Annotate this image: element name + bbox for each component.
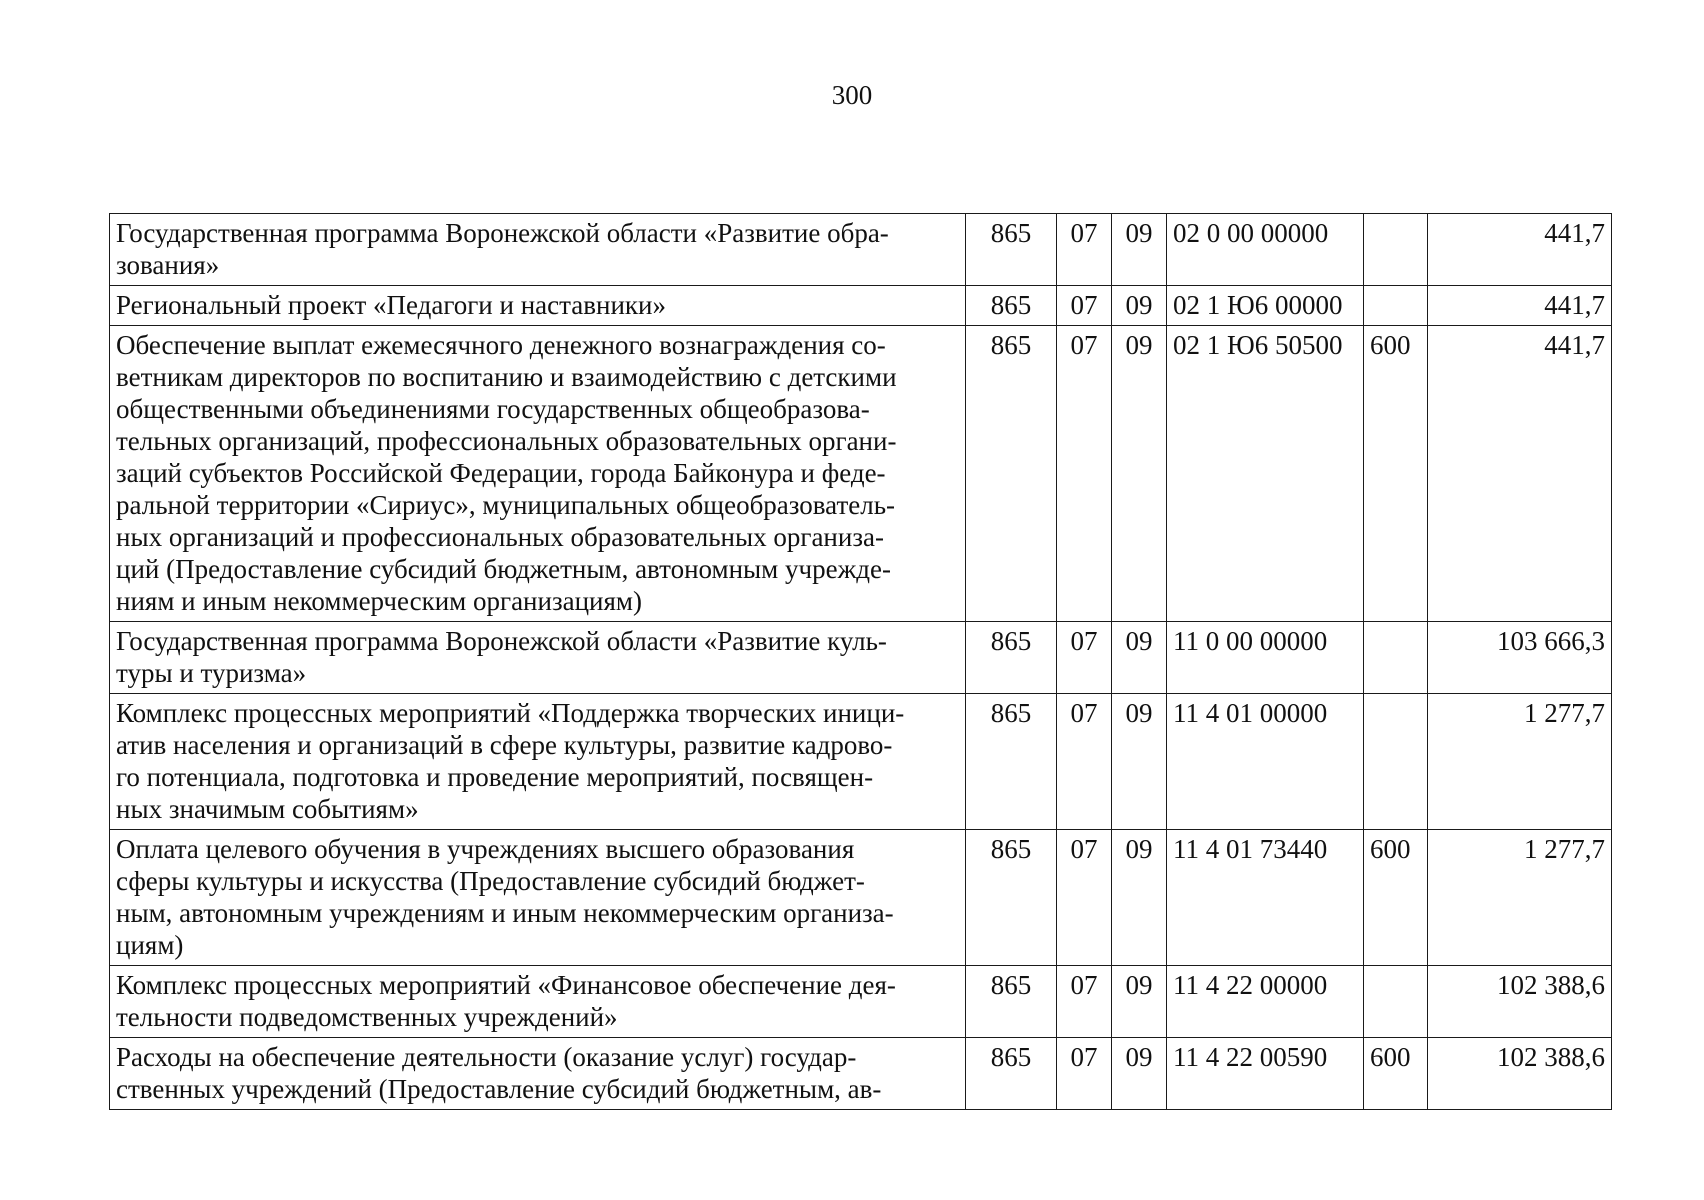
table-row — [110, 326, 1612, 622]
expense-type-code-cell: 600 — [1364, 1038, 1428, 1110]
amount-cell: 1 277,7 — [1428, 830, 1612, 966]
subsection-code-cell: 09 — [1112, 966, 1167, 1038]
section-code-cell: 07 — [1057, 966, 1112, 1038]
amount-cell: 441,7 — [1428, 214, 1612, 286]
section-code-cell: 07 — [1057, 286, 1112, 326]
item-name-line: Государственная программа Воронежской области «Развитие обра- — [116, 218, 889, 248]
section-code-cell: 07 — [1057, 622, 1112, 694]
item-name-cell — [110, 830, 966, 966]
target-article-code-cell: 02 1 Ю6 50500 — [1167, 326, 1364, 622]
target-article-code-cell: 11 4 22 00000 — [1167, 966, 1364, 1038]
expense-type-code-cell: 600 — [1364, 326, 1428, 622]
expense-type-code-cell: 600 — [1364, 830, 1428, 966]
item-name-line: Комплекс процессных мероприятий «Поддержка творческих иници- — [116, 698, 905, 728]
item-name-line: сферы культуры и искусства (Предоставление субсидий бюджет- — [116, 866, 865, 896]
amount-cell: 441,7 — [1428, 326, 1612, 622]
table-row — [110, 214, 1612, 286]
item-name-line: ных значимым событиям» — [116, 794, 419, 824]
department-code-cell: 865 — [966, 326, 1057, 622]
target-article-code-cell: 02 1 Ю6 00000 — [1167, 286, 1364, 326]
section-code-cell: 07 — [1057, 830, 1112, 966]
item-name-line: ниям и иным некоммерческим организациям) — [116, 586, 642, 616]
item-name-line: ральной территории «Сириус», муниципальных общеобразователь- — [116, 490, 896, 520]
item-name-line: общественными объединениями государственных общеобразова- — [116, 394, 870, 424]
item-name-line: Региональный проект «Педагоги и наставники» — [116, 290, 666, 320]
item-name-cell — [110, 326, 966, 622]
section-code-cell: 07 — [1057, 326, 1112, 622]
table-row — [110, 286, 1612, 326]
section-code-cell: 07 — [1057, 214, 1112, 286]
department-code-cell: 865 — [966, 830, 1057, 966]
subsection-code-cell: 09 — [1112, 214, 1167, 286]
item-name-line: тельных организаций, профессиональных образовательных органи- — [116, 426, 897, 456]
item-name-line: атив населения и организаций в сфере культуры, развитие кадрово- — [116, 730, 893, 760]
section-code-cell: 07 — [1057, 694, 1112, 830]
item-name-line: Расходы на обеспечение деятельности (оказание услуг) государ- — [116, 1042, 857, 1072]
budget-table — [109, 213, 1612, 1110]
item-name-line: зования» — [116, 250, 220, 280]
department-code-cell: 865 — [966, 966, 1057, 1038]
subsection-code-cell: 09 — [1112, 622, 1167, 694]
expense-type-code-cell — [1364, 694, 1428, 830]
subsection-code-cell: 09 — [1112, 830, 1167, 966]
target-article-code-cell: 11 4 01 73440 — [1167, 830, 1364, 966]
table-row — [110, 1038, 1612, 1110]
item-name-cell — [110, 1038, 966, 1110]
item-name-line: заций субъектов Российской Федерации, города Байконура и феде- — [116, 458, 886, 488]
item-name-line: циям) — [116, 930, 184, 960]
subsection-code-cell: 09 — [1112, 286, 1167, 326]
item-name-line: ций (Предоставление субсидий бюджетным, автономным учрежде- — [116, 554, 891, 584]
amount-cell: 441,7 — [1428, 286, 1612, 326]
expense-type-code-cell — [1364, 214, 1428, 286]
table-row — [110, 622, 1612, 694]
item-name-cell — [110, 286, 966, 326]
item-name-cell — [110, 694, 966, 830]
expense-type-code-cell — [1364, 286, 1428, 326]
table-row — [110, 830, 1612, 966]
department-code-cell: 865 — [966, 286, 1057, 326]
item-name-line: Обеспечение выплат ежемесячного денежного вознаграждения со- — [116, 330, 886, 360]
item-name-line: тельности подведомственных учреждений» — [116, 1002, 618, 1032]
department-code-cell: 865 — [966, 1038, 1057, 1110]
item-name-cell — [110, 966, 966, 1038]
department-code-cell: 865 — [966, 694, 1057, 830]
item-name-line: ных организаций и профессиональных образовательных организа- — [116, 522, 884, 552]
target-article-code-cell: 02 0 00 00000 — [1167, 214, 1364, 286]
page-number: 300 — [831, 80, 873, 110]
item-name-cell — [110, 622, 966, 694]
item-name-line: Оплата целевого обучения в учреждениях высшего образования — [116, 834, 855, 864]
subsection-code-cell: 09 — [1112, 326, 1167, 622]
subsection-code-cell: 09 — [1112, 694, 1167, 830]
amount-cell: 1 277,7 — [1428, 694, 1612, 830]
item-name-line: го потенциала, подготовка и проведение мероприятий, посвящен- — [116, 762, 874, 792]
target-article-code-cell: 11 4 22 00590 — [1167, 1038, 1364, 1110]
department-code-cell: 865 — [966, 622, 1057, 694]
expense-type-code-cell — [1364, 966, 1428, 1038]
section-code-cell: 07 — [1057, 1038, 1112, 1110]
table-body — [110, 214, 1612, 1110]
amount-cell: 103 666,3 — [1428, 622, 1612, 694]
subsection-code-cell: 09 — [1112, 1038, 1167, 1110]
item-name-line: ственных учреждений (Предоставление субсидий бюджетным, ав- — [116, 1074, 882, 1104]
department-code-cell: 865 — [966, 214, 1057, 286]
target-article-code-cell: 11 4 01 00000 — [1167, 694, 1364, 830]
item-name-line: ветникам директоров по воспитанию и взаимодействию с детскими — [116, 362, 897, 392]
item-name-line: Комплекс процессных мероприятий «Финансовое обеспечение дея- — [116, 970, 896, 1000]
amount-cell: 102 388,6 — [1428, 1038, 1612, 1110]
expense-type-code-cell — [1364, 622, 1428, 694]
item-name-cell — [110, 214, 966, 286]
amount-cell: 102 388,6 — [1428, 966, 1612, 1038]
item-name-line: Государственная программа Воронежской области «Развитие куль- — [116, 626, 887, 656]
target-article-code-cell: 11 0 00 00000 — [1167, 622, 1364, 694]
table-row — [110, 966, 1612, 1038]
table-row — [110, 694, 1612, 830]
item-name-line: туры и туризма» — [116, 658, 307, 688]
item-name-line: ным, автономным учреждениям и иным некоммерческим организа- — [116, 898, 894, 928]
